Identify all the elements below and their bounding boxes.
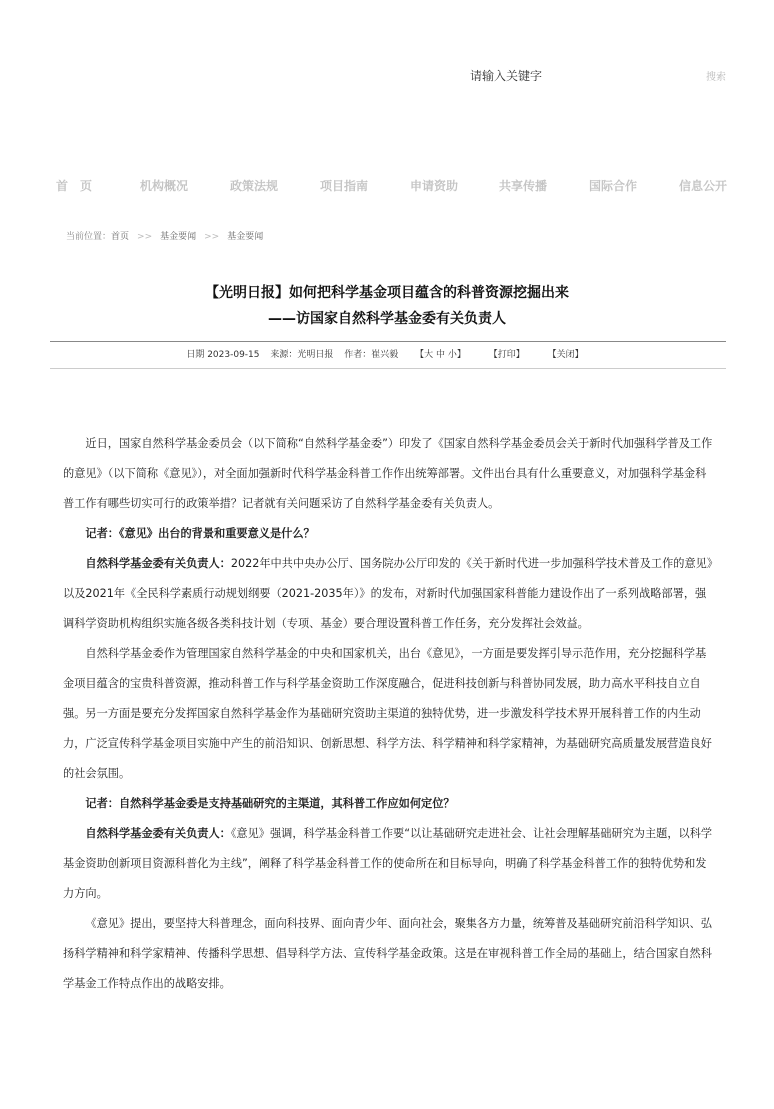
- search-button[interactable]: 搜索: [706, 68, 726, 83]
- nav-item-disclosure[interactable]: 信息公开: [679, 179, 728, 193]
- article-question: 记者：《意见》出台的背景和重要意义是什么？: [85, 527, 315, 540]
- main-nav: [0, 177, 774, 197]
- font-size-control[interactable]: 【大 中 小】: [415, 350, 466, 360]
- article-question: 记者：自然科学基金委是支持基础研究的主渠道，其科普工作应如何定位？: [85, 797, 455, 810]
- search-input[interactable]: [470, 66, 690, 86]
- nav-item-about[interactable]: 机构概况: [140, 179, 189, 193]
- article-body: [63, 429, 715, 999]
- nav-item-international[interactable]: 国际合作: [589, 179, 638, 193]
- breadcrumb-prefix: 当前位置：: [66, 232, 112, 242]
- breadcrumb-separator: >>: [204, 232, 220, 242]
- nav-item-apply[interactable]: 申请资助: [410, 179, 459, 193]
- breadcrumb-current[interactable]: 基金要闻: [227, 232, 264, 242]
- article-subtitle: ——访国家自然科学基金委有关负责人: [268, 311, 506, 327]
- nav-item-guide[interactable]: 项目指南: [320, 179, 369, 193]
- article-paragraph: 自然科学基金委有关负责人：2022年中共中央办公厅、国务院办公厅印发的《关于新时代进一步加强科学技术普及工作的意见》以及2021年《全民科学素质行动规划纲要（2021-2035年）》的发布，对新时代加强国家科普能力建设作出了一系列战略部署，强调科学资助机构组织实施各级各类科技计划（专项、基金）要合理设置科普工作任务，充分发挥社会效益。: [63, 557, 713, 630]
- article-paragraph: 近日，国家自然科学基金委员会（以下简称“自然科学基金委”）印发了《国家自然科学基金委员会关于新时代加强科学普及工作的意见》（以下简称《意见》），对全面加强新时代科学基金科普工作作出统筹部署。文件出台具有什么重要意义，对加强科学基金科普工作有哪些切实可行的政策举措？记者就有关问题采访了自然科学基金委有关负责人。: [63, 437, 713, 510]
- breadcrumb-home[interactable]: 首页: [111, 232, 130, 242]
- article-date: 日期 2023-09-15: [186, 350, 260, 360]
- nav-item-policy[interactable]: 政策法规: [230, 179, 279, 193]
- article-meta: [50, 341, 726, 369]
- print-button[interactable]: 【打印】: [488, 350, 525, 360]
- article-source: 来源：光明日报: [270, 350, 334, 360]
- article-title: 【光明日报】如何把科学基金项目蕴含的科普资源挖掘出来: [205, 285, 569, 301]
- breadcrumb: [66, 229, 263, 242]
- nav-item-home[interactable]: 首 页: [56, 179, 93, 193]
- article-author: 作者：崔兴毅: [344, 350, 399, 360]
- nav-item-share[interactable]: 共享传播: [499, 179, 548, 193]
- article-paragraph: 《意见》提出，要坚持大科普理念，面向科技界、面向青少年、面向社会，聚集各方力量，统筹普及基础研究前沿科学知识、弘扬科学精神和科学家精神、传播科学思想、倡导科学方法、宣传科学基金政策。这是在审视科普工作全局的基础上，结合国家自然科学基金工作特点作出的战略安排。: [63, 917, 712, 990]
- breadcrumb-separator: >>: [137, 232, 153, 242]
- article-paragraph: 自然科学基金委有关负责人：《意见》强调，科学基金科普工作要“以让基础研究走进社会、让社会理解基础研究为主题，以科学基金资助创新项目资源科普化为主线”，阐释了科学基金科普工作的使命所在和目标导向，明确了科学基金科普工作的独特优势和发力方向。: [63, 827, 713, 900]
- search-bar: [0, 66, 774, 86]
- breadcrumb-news[interactable]: 基金要闻: [160, 232, 197, 242]
- close-button[interactable]: 【关闭】: [547, 350, 584, 360]
- article-paragraph: 自然科学基金委作为管理国家自然科学基金的中央和国家机关，出台《意见》，一方面是要发挥引导示范作用，充分挖掘科学基金项目蕴含的宝贵科普资源，推动科普工作与科学基金资助工作深度融合，促进科技创新与科普协同发展，助力高水平科技自立自强。另一方面是要充分发挥国家自然科学基金作为基础研究资助主渠道的独特优势，进一步激发科学技术界开展科普工作的内生动力，广泛宣传科学基金项目实施中产生的前沿知识、创新思想、科学方法、科学精神和科学家精神，为基础研究高质量发展营造良好的社会氛围。: [63, 647, 712, 780]
